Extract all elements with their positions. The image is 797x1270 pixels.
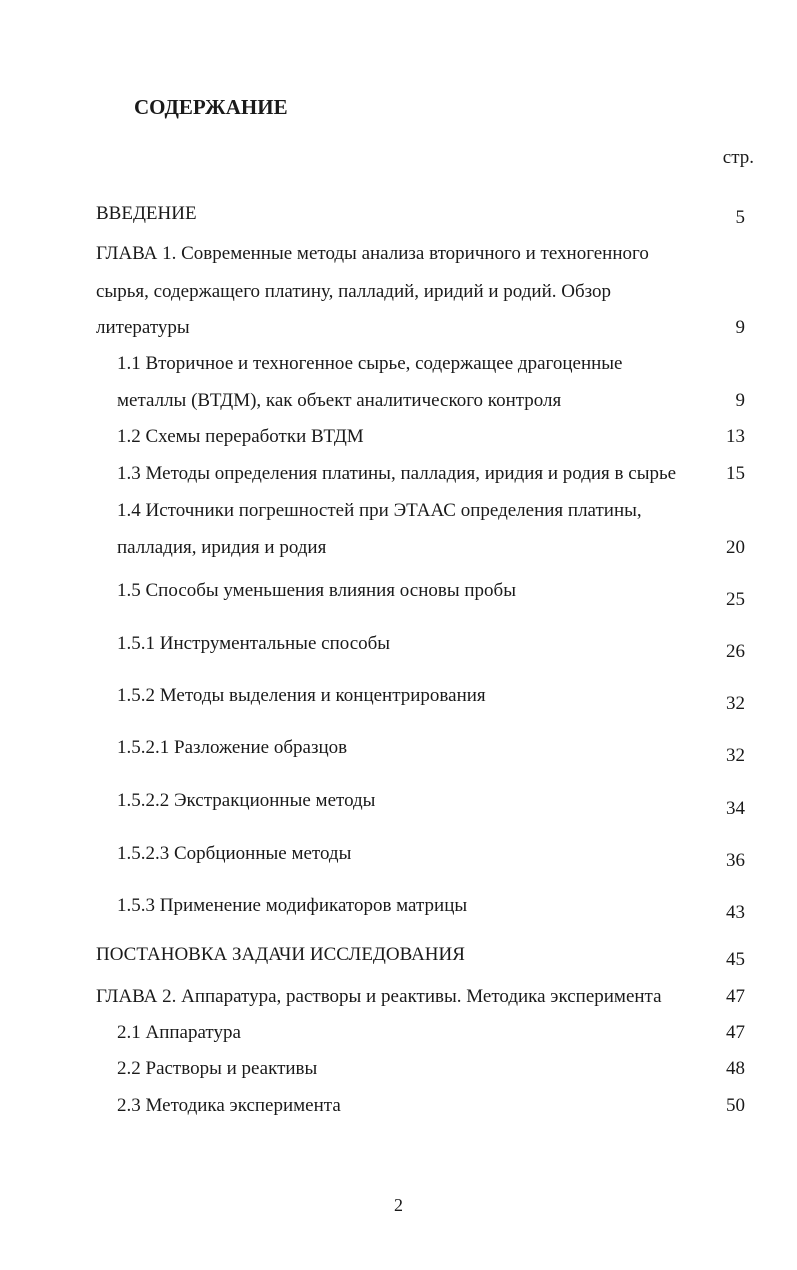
toc-entry-line: 1.5.2 Методы выделения и концентрирования — [117, 685, 486, 706]
toc-entry-line: 1.1 Вторичное и техногенное сырье, содержащее драгоценные — [117, 353, 623, 374]
toc-entry-line: 1.5.3 Применение модификаторов матрицы — [117, 895, 468, 916]
toc-entry-line: 2.3 Методика эксперимента — [117, 1095, 341, 1116]
toc-entry-line: 1.5.2.1 Разложение образцов — [117, 737, 348, 758]
toc-entry-page: 34 — [726, 798, 745, 819]
toc-entry-page: 5 — [735, 207, 745, 228]
toc-entry-page: 48 — [726, 1058, 745, 1079]
page-column-label: стр. — [722, 147, 754, 168]
page-number: 2 — [394, 1195, 403, 1215]
toc-entry-line: 1.3 Методы определения платины, палладия, иридия и родия в сырье — [117, 463, 677, 484]
toc-entry-line: 1.4 Источники погрешностей при ЭТААС определения платины, — [117, 500, 642, 521]
toc-entry-line: сырья, содержащего платину, палладий, иридий и родий. Обзор — [96, 281, 612, 302]
toc-entry-line: металлы (ВТДМ), как объект аналитического контроля — [117, 390, 562, 411]
toc-entry-page: 32 — [726, 693, 745, 714]
toc-entry-line: ВВЕДЕНИЕ — [96, 203, 197, 224]
toc-entry-line: ГЛАВА 1. Современные методы анализа вторичного и техногенного — [96, 243, 649, 264]
toc-entry-page: 47 — [726, 986, 745, 1007]
toc-entry-line: 1.5 Способы уменьшения влияния основы пробы — [117, 580, 516, 601]
toc-entry-page: 36 — [726, 850, 745, 871]
toc-entry-page: 26 — [726, 641, 745, 662]
toc-entry-page: 47 — [726, 1022, 745, 1043]
toc-entry-page: 20 — [726, 537, 745, 558]
toc-entry-line: 2.2 Растворы и реактивы — [117, 1058, 318, 1079]
toc-entry-page: 9 — [735, 390, 745, 411]
toc-entry-page: 43 — [726, 902, 745, 923]
toc-entry-line: ПОСТАНОВКА ЗАДАЧИ ИССЛЕДОВАНИЯ — [96, 944, 465, 965]
toc-entry-line: 1.2 Схемы переработки ВТДМ — [117, 426, 364, 447]
toc-entry-line: литературы — [96, 317, 190, 338]
toc-entry-line: 1.5.2.2 Экстракционные методы — [117, 790, 376, 811]
toc-entry-page: 50 — [726, 1095, 745, 1116]
toc-entry-page: 13 — [726, 426, 745, 447]
page-title: СОДЕРЖАНИЕ — [134, 95, 288, 119]
toc-entry-line: 1.5.1 Инструментальные способы — [117, 633, 391, 654]
toc-entry-line: палладия, иридия и родия — [117, 537, 327, 558]
toc-entry-line: ГЛАВА 2. Аппаратура, растворы и реактивы. Методика эксперимента — [96, 986, 662, 1007]
toc-entry-line: 2.1 Аппаратура — [117, 1022, 241, 1043]
toc-entry-page: 9 — [735, 317, 745, 338]
toc-entry-page: 45 — [726, 949, 745, 970]
toc-entry-line: 1.5.2.3 Сорбционные методы — [117, 843, 352, 864]
toc-entry-page: 25 — [726, 589, 745, 610]
toc-entry-page: 15 — [726, 463, 745, 484]
toc-entry-page: 32 — [726, 745, 745, 766]
